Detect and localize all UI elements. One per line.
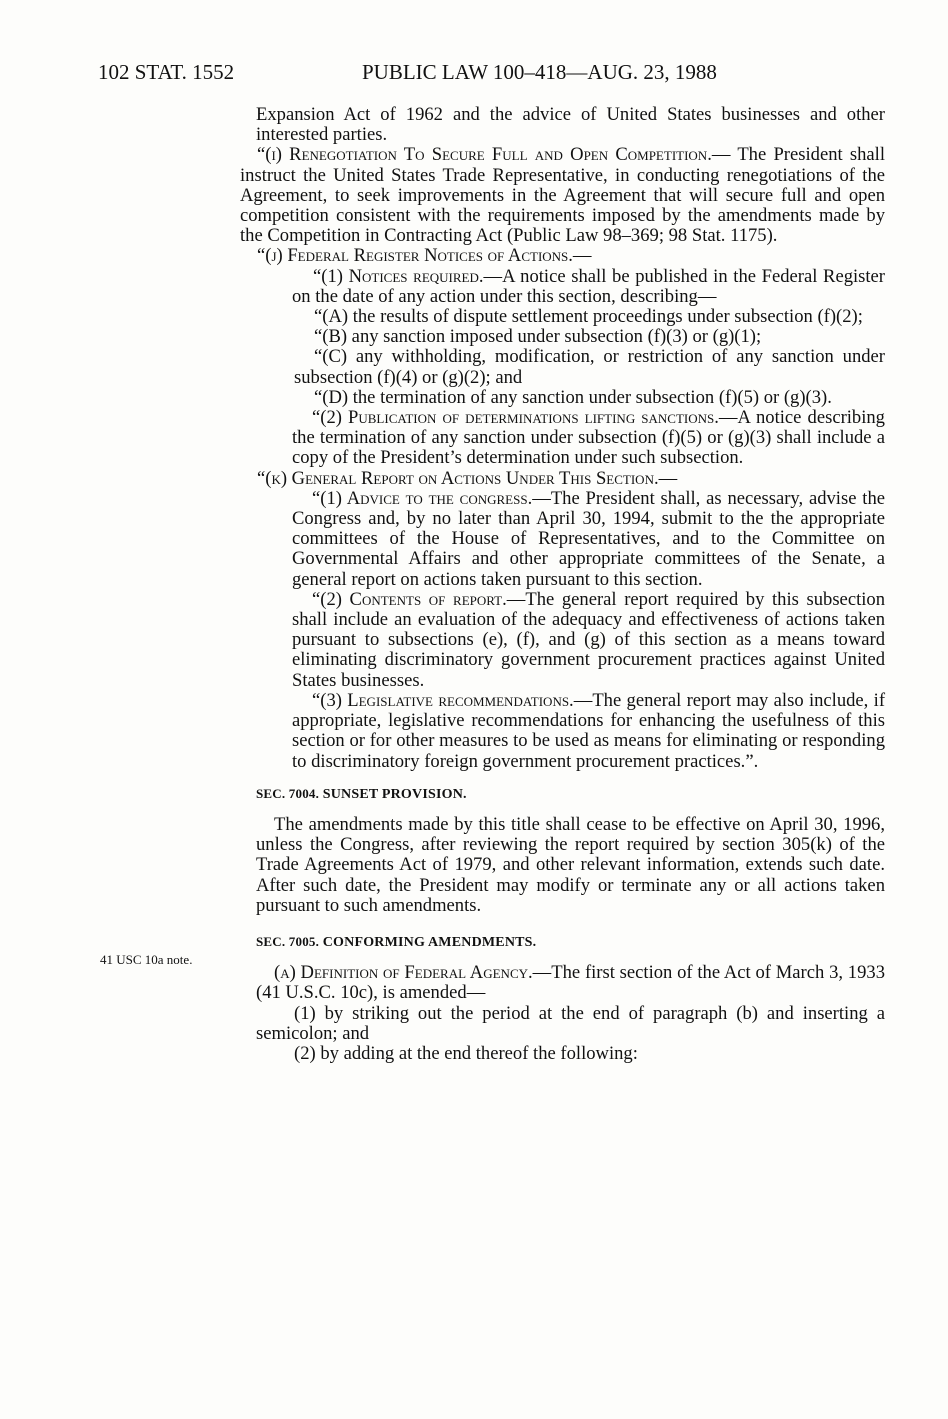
paragraph-intro: Expansion Act of 1962 and the advice of United States businesses and other interested parties. (256, 104, 885, 146)
margin-note: 41 USC 10a note. (100, 952, 193, 967)
paragraph-j2-heading: “(2) Publication of determinations lifting sanctions. (312, 407, 719, 429)
paragraph-a2: (2) by adding at the end thereof the following: (294, 1042, 638, 1064)
section-7005-heading (256, 932, 885, 953)
section-7005-title: CONFORMING AMENDMENTS. (322, 934, 537, 950)
clause-A: “(A) the results of dispute settlement proceedings under subsection (f)(2); (314, 306, 863, 328)
subsection-j-title: “(j) Federal Register Notices of Actions.— (257, 245, 592, 267)
paragraph-j2-body: —A notice describing the termination of any sanction under subsection (f)(5) or (g)(3) shall include a copy of the President’s determination under such subsection. (292, 407, 885, 469)
paragraph-j2 (254, 408, 885, 469)
paragraph-k1 (254, 489, 885, 590)
clause-D: “(D) the termination of any sanction under subsection (f)(5) or (g)(3). (314, 386, 832, 408)
subsection-i (240, 145, 885, 246)
subsection-j-heading (240, 246, 885, 266)
paragraph-k2-heading: “(2) Contents of report. (312, 588, 507, 610)
page-stat-number: 102 STAT. 1552 (98, 60, 235, 84)
paragraph-j1 (254, 267, 885, 307)
subsection-a-body: —The first section of the Act of March 3, 1933 (41 U.S.C. 10c), is amended— (256, 962, 885, 1004)
paragraph-k3 (254, 691, 885, 772)
section-7004-title: SUNSET PROVISION. (322, 786, 467, 802)
clause-C: “(C) any withholding, modification, or restriction of any sanction under subsection (f)(4) or (g)(2); and (294, 346, 885, 388)
paragraph-j1-body: —A notice shall be published in the Federal Register on the date of any action under this section, describing— (292, 265, 886, 307)
subsection-k-title: “(k) General Report on Actions Under This Section.— (257, 467, 678, 489)
subsection-a (256, 963, 885, 1003)
body-text (240, 104, 886, 1064)
running-header-title: PUBLIC LAW 100–418—AUG. 23, 1988 (362, 60, 717, 84)
paragraph-k2-body: —The general report required by this subsection shall include an evaluation of the adequacy and effectiveness of actions taken pursuant to subsections (e), (f), and (g) of this section as a means toward eliminating discriminatory government procurement practices against United States businesses. (292, 588, 885, 691)
section-7004-body: The amendments made by this title shall cease to be effective on April 30, 1996, unless the Congress, after reviewing the report required by section 305(k) of the Trade Agreements Act of 1979, and other relevant information, extends such date. After such date, the President may modify or terminate any or all actions taken pursuant to such amendments. (256, 813, 885, 916)
subsection-k-heading (240, 469, 885, 489)
subsection-i-heading: “(i) Renegotiation To Secure Full and Open Competition.— (257, 144, 731, 166)
paragraph-k3-body: —The general report may also include, if appropriate, legislative recommendations for enhancing the usefulness of this section or for other measures to be used as means for eliminating or responding to discriminatory foreign government procurement practices.”. (292, 689, 886, 772)
clause-B: “(B) any sanction imposed under subsection (f)(3) or (g)(1); (314, 326, 762, 348)
subsection-a-heading: (a) Definition of Federal Agency. (274, 962, 533, 984)
subsection-i-body: The President shall instruct the United States Trade Representative, in conducting renegotiations of the Agreement, to seek improvements in the Agreement that will secure full and open competition consistent with the requirements imposed by the amendments made by the Competition in Contracting Act (Public Law 98–369; 98 Stat. 1175). (240, 144, 885, 247)
paragraph-k1-body: —The President shall, as necessary, advise the Congress and, by no later than April 30, 1994, submit to the the appropriate committees of the House of Representatives, and to the Committee on Governmental Affairs and other appropriate committees of the Senate, a general report on actions taken pursuant to this section. (292, 487, 885, 590)
paragraph-j1-heading: “(1) Notices required. (313, 265, 484, 287)
section-7004-number: SEC. 7004. (256, 785, 320, 801)
paragraph-k2 (254, 590, 885, 691)
paragraph-a1: (1) by striking out the period at the end of paragraph (b) and inserting a semicolon; and (256, 1002, 885, 1044)
section-7004-heading (256, 784, 885, 805)
paragraph-k3-heading: “(3) Legislative recommendations. (312, 689, 574, 711)
section-7005-number: SEC. 7005. (256, 933, 320, 949)
paragraph-k1-heading: “(1) Advice to the congress. (312, 487, 533, 509)
